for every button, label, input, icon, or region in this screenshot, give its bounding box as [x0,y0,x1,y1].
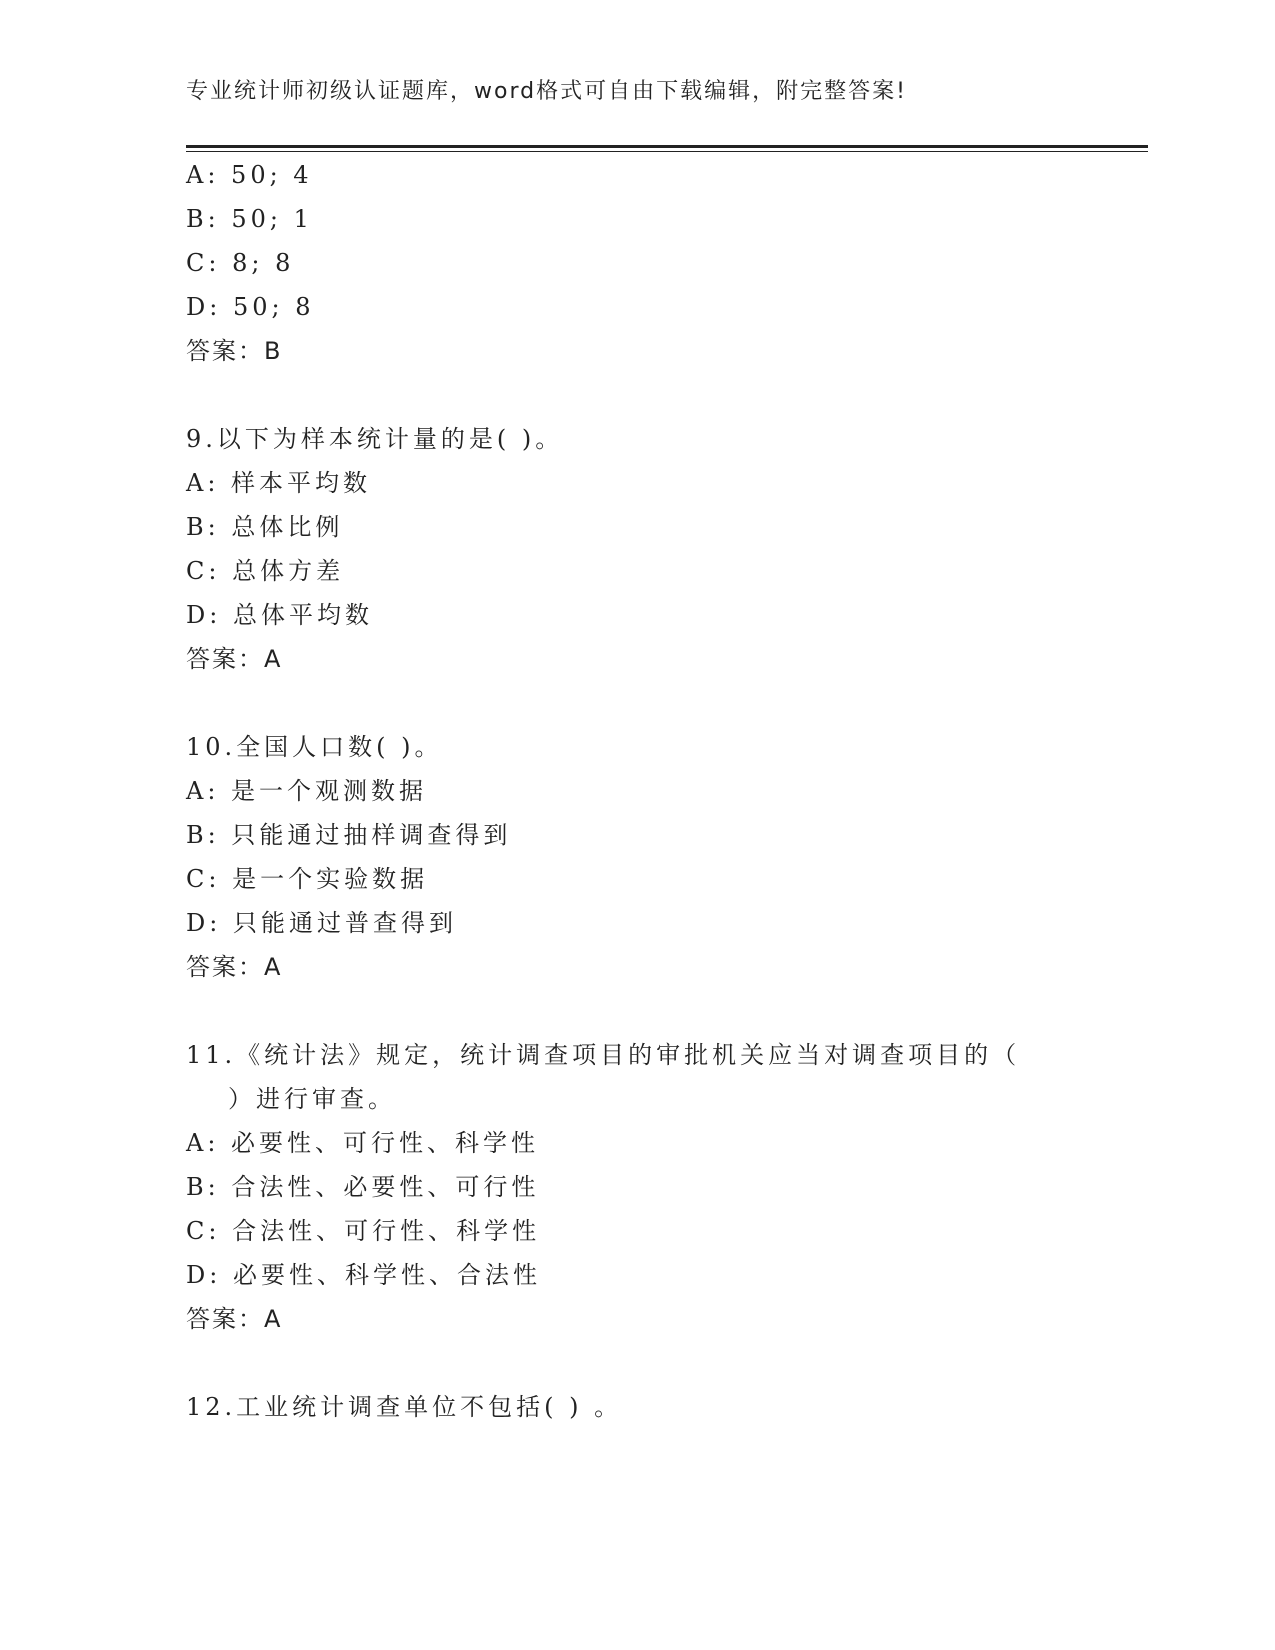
q11-answer: 答案：A [186,1305,283,1333]
header-rule-thin [186,151,1148,152]
q9-answer: 答案：A [186,645,283,673]
q10-option-a: A: 是一个观测数据 [186,777,428,805]
q11-option-c: C: 合法性、可行性、科学性 [186,1217,541,1245]
q11-question-line1: 11.《统计法》规定，统计调查项目的审批机关应当对调查项目的（ [186,1041,1021,1069]
q10-option-b: B: 只能通过抽样调查得到 [186,821,512,849]
q10-option-c: C: 是一个实验数据 [186,865,429,893]
q8-option-d: D: 50; 8 [186,293,315,321]
q10-answer: 答案：A [186,953,283,981]
q11-option-b: B: 合法性、必要性、可行性 [186,1173,540,1201]
q10-question: 10.全国人口数( )。 [186,733,443,761]
q11-option-a: A: 必要性、可行性、科学性 [186,1129,540,1157]
q12-question: 12.工业统计调查单位不包括( ) 。 [186,1393,623,1421]
q9-option-c: C: 总体方差 [186,557,345,585]
q9-question: 9.以下为样本统计量的是( )。 [186,425,564,453]
q9-option-d: D: 总体平均数 [186,601,373,629]
q9-option-a: A: 样本平均数 [186,469,372,497]
q11-question-line2: ）进行审查。 [228,1085,396,1113]
q8-option-a: A: 50; 4 [186,161,313,189]
q8-option-b: B: 50; 1 [186,205,313,233]
q8-option-c: C: 8; 8 [186,249,295,277]
q8-answer: 答案：B [186,337,283,365]
q9-option-b: B: 总体比例 [186,513,344,541]
q11-option-d: D: 必要性、科学性、合法性 [186,1261,541,1289]
header-rule-thick [186,145,1148,148]
q10-option-d: D: 只能通过普查得到 [186,909,457,937]
page-header: 专业统计师初级认证题库，word格式可自由下载编辑，附完整答案! [186,79,907,104]
